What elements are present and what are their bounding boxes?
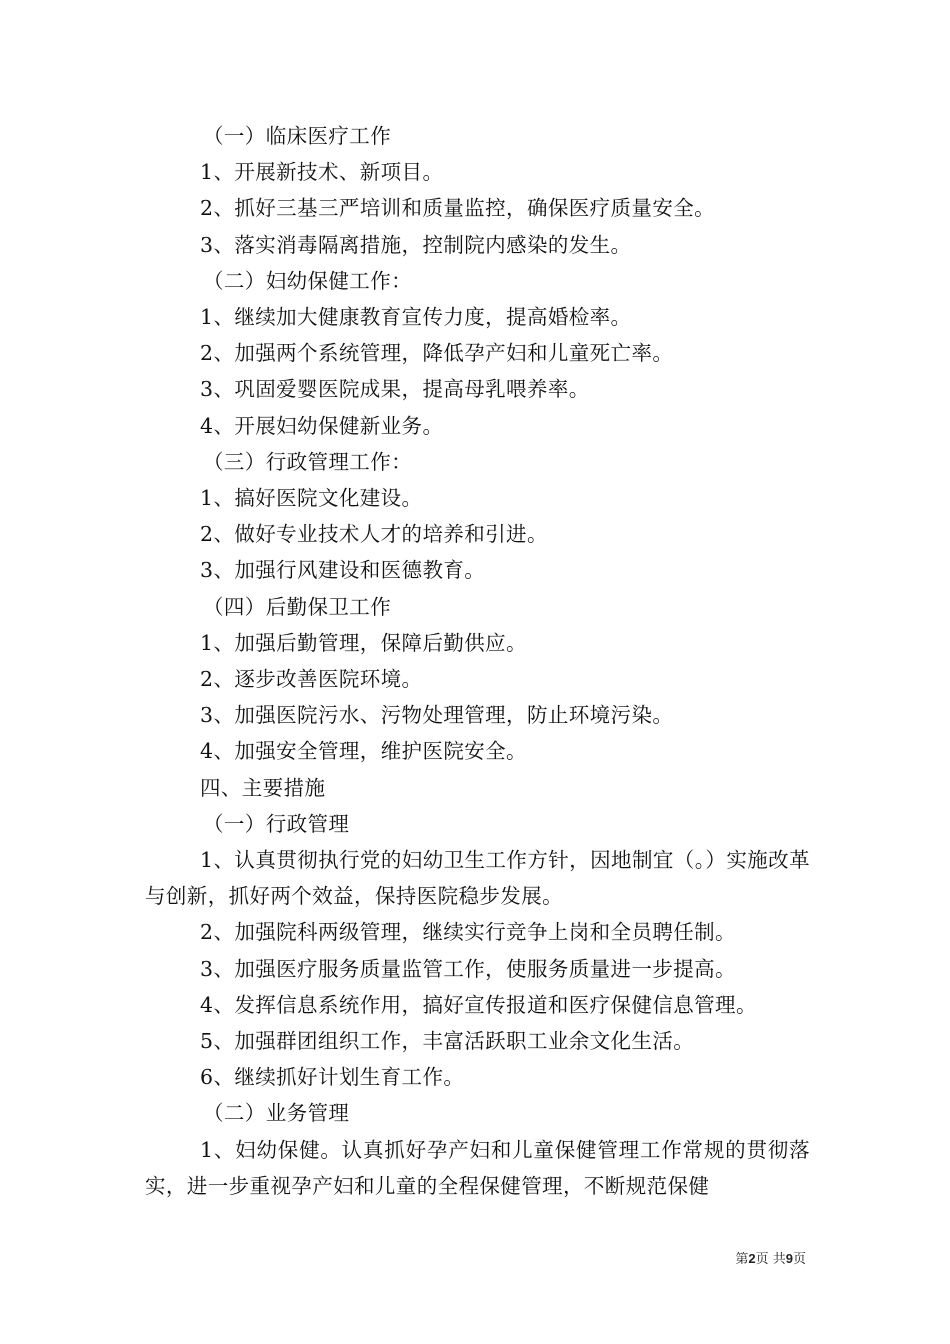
list-item: 2、加强院科两级管理，继续实行竞争上岗和全员聘任制。 — [200, 920, 736, 945]
page-footer — [735, 1248, 806, 1267]
section-heading: （一）行政管理 — [203, 811, 350, 836]
list-item: 1、开展新技术、新项目。 — [200, 160, 444, 185]
list-item: 5、加强群团组织工作，丰富活跃职工业余文化生活。 — [200, 1029, 695, 1054]
list-item: 6、继续抓好计划生育工作。 — [200, 1065, 465, 1090]
section-heading: （二）业务管理 — [203, 1101, 350, 1126]
section-heading: （四）后勤保卫工作 — [203, 594, 392, 619]
list-item: 4、发挥信息系统作用，搞好宣传报道和医疗保健信息管理。 — [200, 992, 757, 1017]
list-item: 3、加强行风建设和医德教育。 — [200, 558, 486, 583]
footer-prefix: 第 — [735, 1252, 749, 1267]
list-item: 1、搞好医院文化建设。 — [200, 486, 423, 511]
list-item: 3、落实消毒隔离措施，控制院内感染的发生。 — [200, 232, 632, 257]
list-item: 2、加强两个系统管理，降低孕产妇和儿童死亡率。 — [200, 341, 674, 366]
current-page-number: 2 — [748, 1251, 756, 1266]
list-item: 1、继续加大健康教育宣传力度，提高婚检率。 — [200, 305, 632, 330]
paragraph: 1、妇幼保健。认真抓好孕产妇和儿童保健管理工作常规的贯彻落实，进一步重视孕产妇和儿童的全程保健管理，不断规范保健 — [145, 1137, 810, 1198]
total-pages-number: 9 — [785, 1251, 793, 1266]
list-item: 4、开展妇幼保健新业务。 — [200, 413, 444, 438]
footer-middle: 页 共 — [755, 1252, 786, 1267]
list-item: 1、加强后勤管理，保障后勤供应。 — [200, 630, 527, 655]
list-item: 2、抓好三基三严培训和质量监控，确保医疗质量安全。 — [200, 196, 716, 221]
list-item: 3、巩固爱婴医院成果，提高母乳喂养率。 — [200, 377, 590, 402]
section-heading: （二）妇幼保健工作： — [203, 268, 412, 293]
footer-suffix: 页 — [792, 1252, 806, 1267]
list-item: 3、加强医院污水、污物处理管理，防止环境污染。 — [200, 703, 674, 728]
paragraph: 1、认真贯彻执行党的妇幼卫生工作方针，因地制宜（。）实施改革与创新，抓好两个效益，保持医院稳步发展。 — [145, 848, 810, 909]
list-item: 4、加强安全管理，维护医院安全。 — [200, 739, 527, 764]
list-item: 3、加强医疗服务质量监管工作，使服务质量进一步提高。 — [200, 956, 736, 981]
section-heading: （一）临床医疗工作 — [203, 124, 392, 148]
list-item: 2、逐步改善医院环境。 — [200, 667, 423, 692]
list-item: 四、主要措施 — [200, 775, 326, 800]
document-body — [145, 118, 810, 1204]
section-heading: （三）行政管理工作： — [203, 449, 412, 474]
list-item: 2、做好专业技术人才的培养和引进。 — [200, 522, 548, 547]
